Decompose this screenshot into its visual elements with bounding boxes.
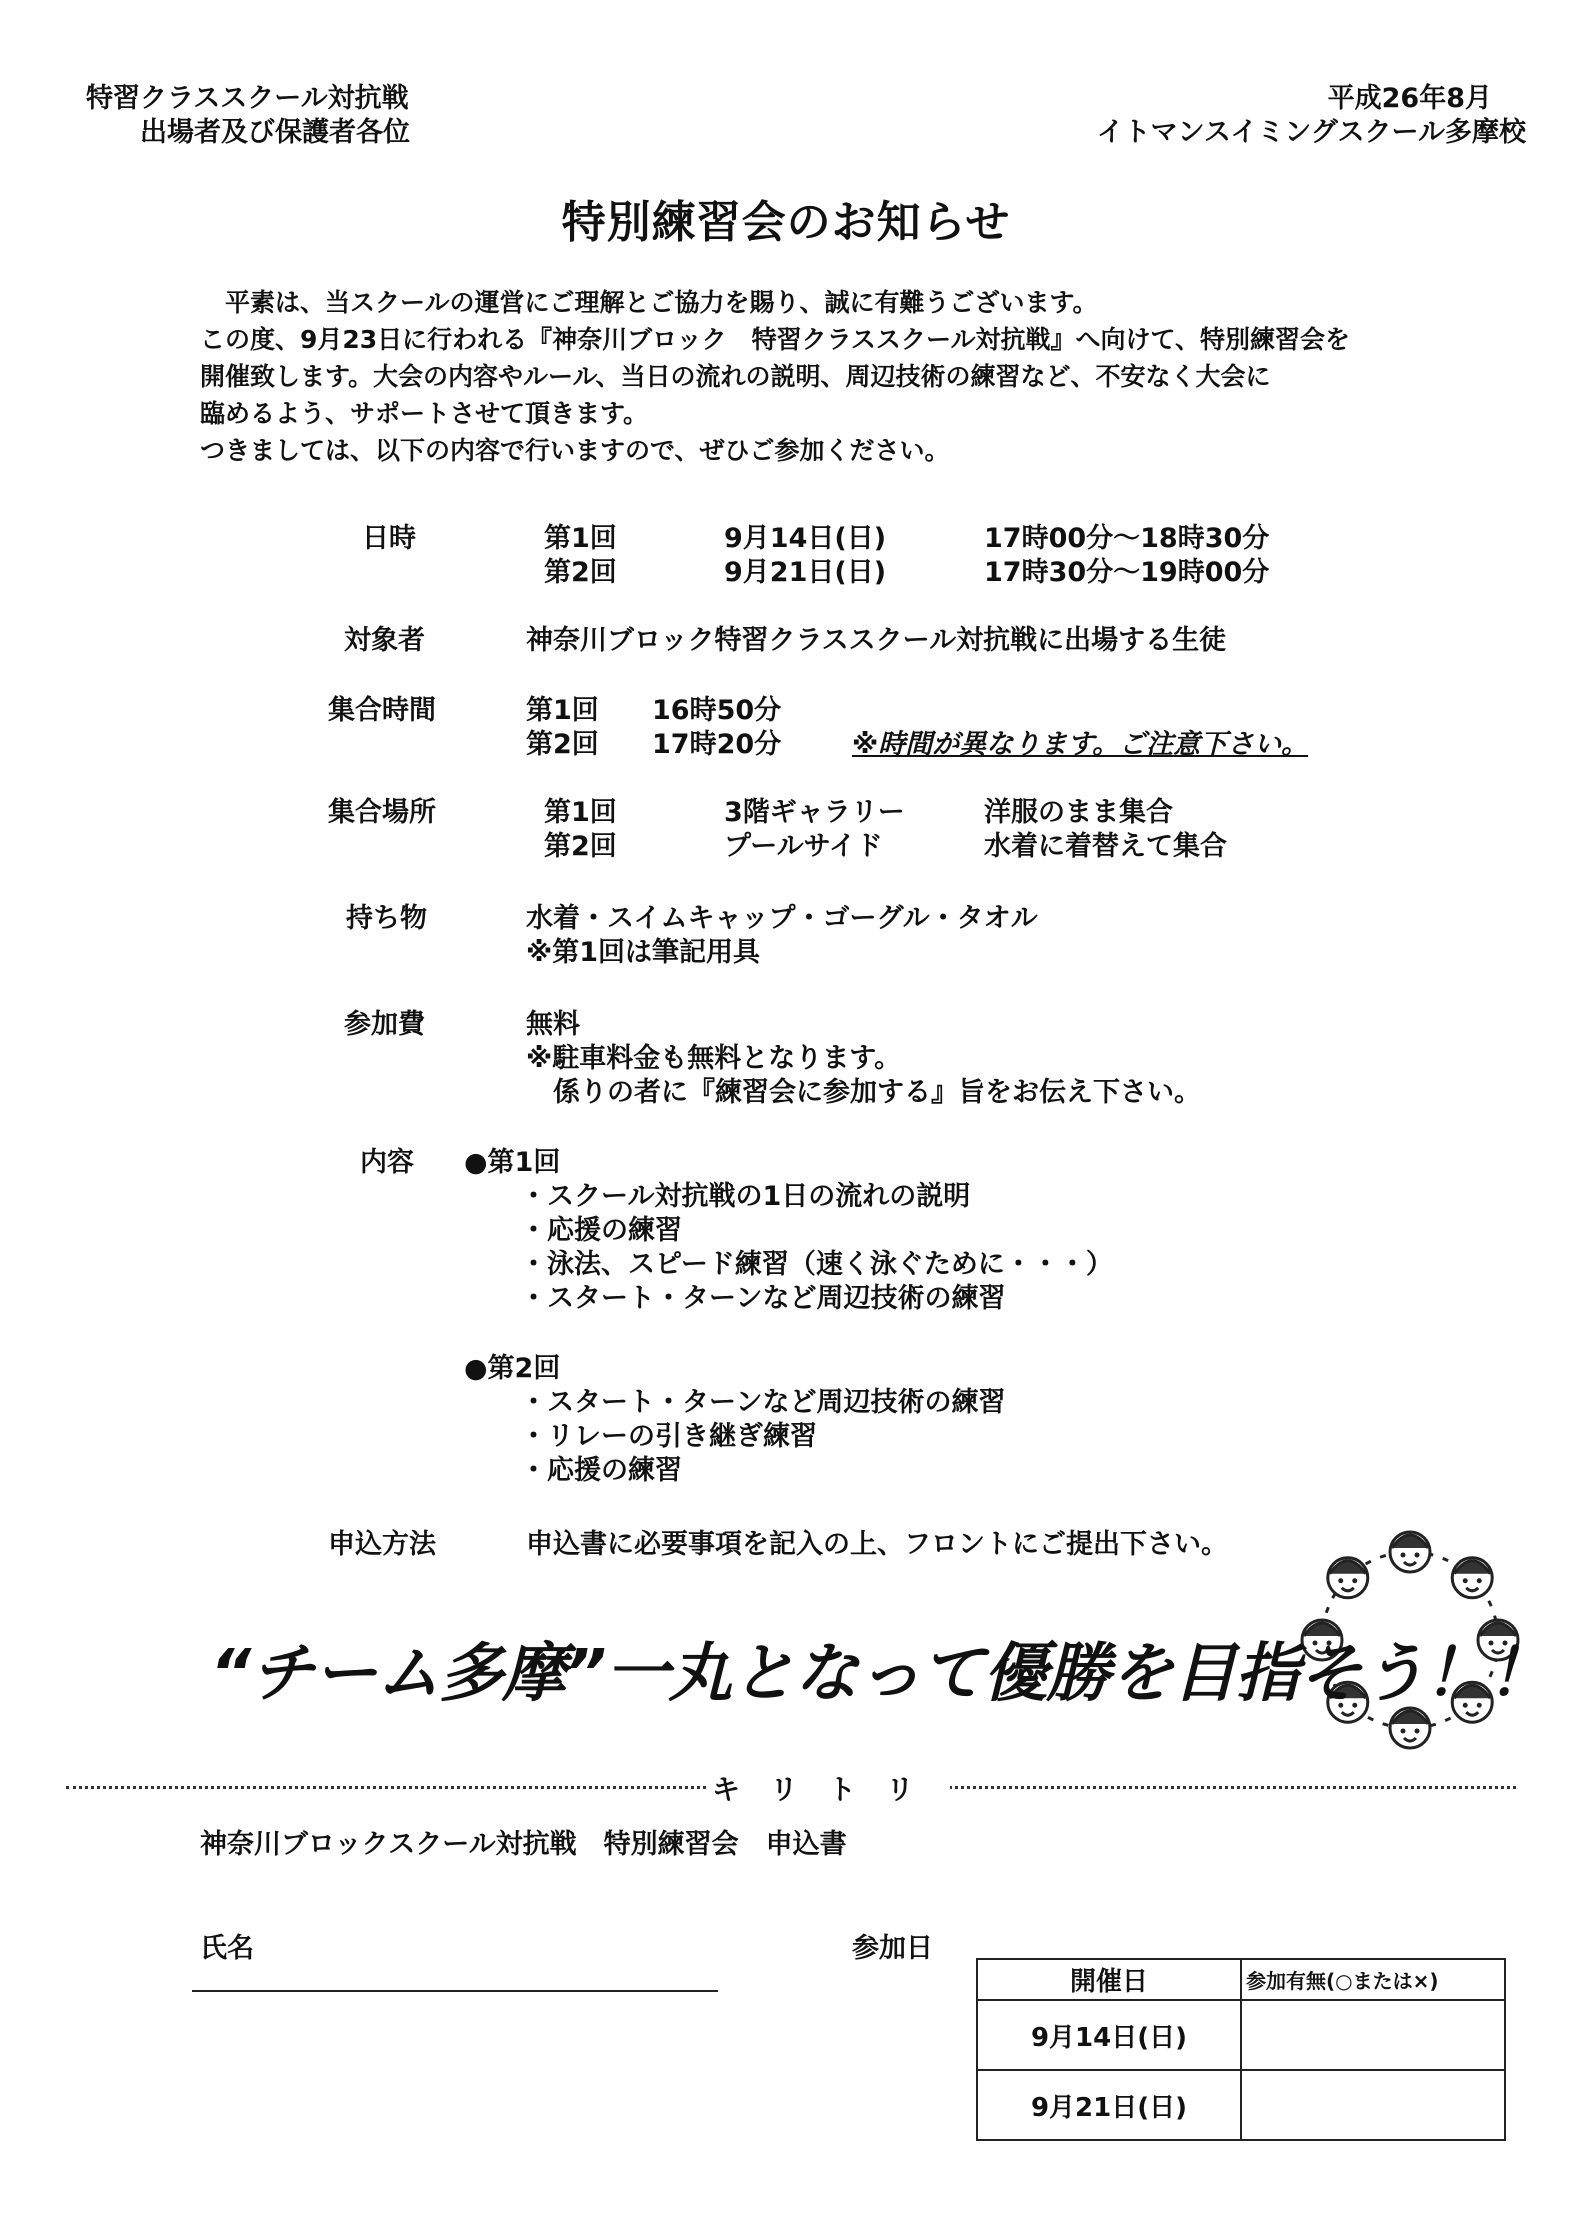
schedule-round-2: 第2回	[544, 557, 617, 588]
fee-label: 参加費	[344, 1009, 425, 1040]
name-label: 氏名	[200, 1933, 254, 1964]
cut-label: キリトリ	[706, 1768, 950, 1808]
fee-line-3: 係りの者に『練習会に参加する』旨をお伝え下さい。	[526, 1077, 1201, 1108]
target-label: 対象者	[344, 625, 425, 656]
meeting-time-2: 17時20分	[652, 729, 782, 760]
meeting-place-label: 集合場所	[328, 797, 436, 828]
apply-value: 申込書に必要事項を記入の上、フロントにご提出下さい。	[526, 1529, 1228, 1560]
schedule-date-2: 9月21日(日)	[724, 557, 887, 588]
meeting-place-2: プールサイド	[724, 831, 883, 862]
intro-line-2: この度、9月23日に行われる『神奈川ブロック 特習クラススクール対抗戦』へ向けて、特別練習会を	[200, 325, 1350, 354]
content-round-1-item: ・スタート・ターンなど周辺技術の練習	[520, 1283, 1006, 1314]
meeting-time-round-2: 第2回	[526, 729, 599, 760]
schedule-round-1: 第1回	[544, 523, 617, 554]
meeting-time-1: 16時50分	[652, 695, 782, 726]
kid-eye-icon	[1477, 1578, 1482, 1583]
attendance-cell[interactable]	[1241, 2070, 1505, 2140]
participation-day-label: 参加日	[852, 1933, 933, 1964]
schedule-time-1: 17時00分～18時30分	[984, 523, 1270, 554]
kid-eye-icon	[1338, 1578, 1343, 1583]
intro-line-1: 平素は、当スクールの運営にご理解とご協力を賜り、誠に有難うございます。	[200, 288, 1098, 317]
table-row	[977, 2000, 1505, 2070]
meeting-place-round-1: 第1回	[544, 797, 617, 828]
kid-eye-icon	[1415, 1729, 1420, 1734]
meeting-place-detail-2: 水着に着替えて集合	[984, 831, 1227, 862]
intro-line-5: つきましては、以下の内容で行いますので、ぜひご参加ください。	[200, 436, 950, 465]
kid-eye-icon	[1401, 1553, 1406, 1558]
kid-eye-icon	[1463, 1578, 1468, 1583]
content-round-2-item: ・応援の練習	[520, 1455, 682, 1486]
content-round-1-item: ・応援の練習	[520, 1215, 682, 1246]
meeting-place-1: 3階ギャラリー	[724, 797, 905, 828]
belongings-line-1: 水着・スイムキャップ・ゴーグル・タオル	[526, 903, 1038, 934]
fee-line-2: ※駐車料金も無料となります。	[526, 1043, 902, 1074]
table-cell-date: 9月14日(日)	[977, 2000, 1241, 2070]
meeting-time-round-1: 第1回	[526, 695, 599, 726]
form-title: 神奈川ブロックスクール対抗戦 特別練習会 申込書	[200, 1829, 847, 1860]
meeting-place-detail-1: 洋服のまま集合	[984, 797, 1173, 828]
belongings-line-2: ※第1回は筆記用具	[526, 937, 761, 968]
kid-eye-icon	[1401, 1729, 1406, 1734]
target-value: 神奈川ブロック特習クラススクール対抗戦に出場する生徒	[526, 625, 1227, 656]
kid-eye-icon	[1415, 1553, 1420, 1558]
page-title: 特別練習会のお知らせ	[561, 197, 1011, 248]
content-round-2-item: ・スタート・ターンなど周辺技術の練習	[520, 1387, 1006, 1418]
meeting-place-round-2: 第2回	[544, 831, 617, 862]
content-round-1-title: ●第1回	[464, 1147, 561, 1178]
intro-line-3: 開催致します。大会の内容やルール、当日の流れの説明、周辺技術の練習など、不安なく大会に	[200, 362, 1271, 391]
intro-line-4: 臨めるよう、サポートさせて頂きます。	[200, 399, 649, 428]
kid-eye-icon	[1352, 1578, 1357, 1583]
table-cell-date: 9月21日(日)	[977, 2070, 1241, 2140]
slogan: “チーム多摩”一丸となって優勝を目指そう！！	[210, 1637, 1551, 1711]
participation-table	[976, 1958, 1506, 2141]
content-round-1-item: ・スクール対抗戦の1日の流れの説明	[520, 1181, 971, 1212]
content-round-1-item: ・泳法、スピード練習（速く泳ぐために・・・）	[520, 1249, 1113, 1280]
content-round-2-item: ・リレーの引き継ぎ練習	[520, 1421, 817, 1452]
meeting-time-note: ※時間が異なります。ご注意下さい。	[852, 729, 1309, 760]
schedule-date-1: 9月14日(日)	[724, 523, 887, 554]
name-field[interactable]	[192, 1988, 718, 1992]
meeting-time-label: 集合時間	[328, 695, 436, 726]
attendance-cell[interactable]	[1241, 2000, 1505, 2070]
table-header-date: 開催日	[977, 1959, 1241, 2000]
schedule-time-2: 17時30分～19時00分	[984, 557, 1270, 588]
recipient-line-1: 特習クラススクール対抗戦	[86, 83, 409, 114]
recipient-line-2: 出場者及び保護者各位	[140, 117, 410, 148]
table-header-attendance: 参加有無(○または×)	[1241, 1959, 1505, 2000]
schedule-label: 日時	[362, 523, 416, 554]
table-row	[977, 2070, 1505, 2140]
fee-line-1: 無料	[526, 1009, 580, 1040]
issue-date: 平成26年8月	[1327, 83, 1492, 114]
sender-name: イトマンスイミングスクール多摩校	[1096, 117, 1526, 148]
belongings-label: 持ち物	[346, 903, 427, 934]
content-label: 内容	[360, 1147, 414, 1178]
apply-label: 申込方法	[328, 1529, 436, 1560]
content-round-2-title: ●第2回	[464, 1353, 561, 1384]
